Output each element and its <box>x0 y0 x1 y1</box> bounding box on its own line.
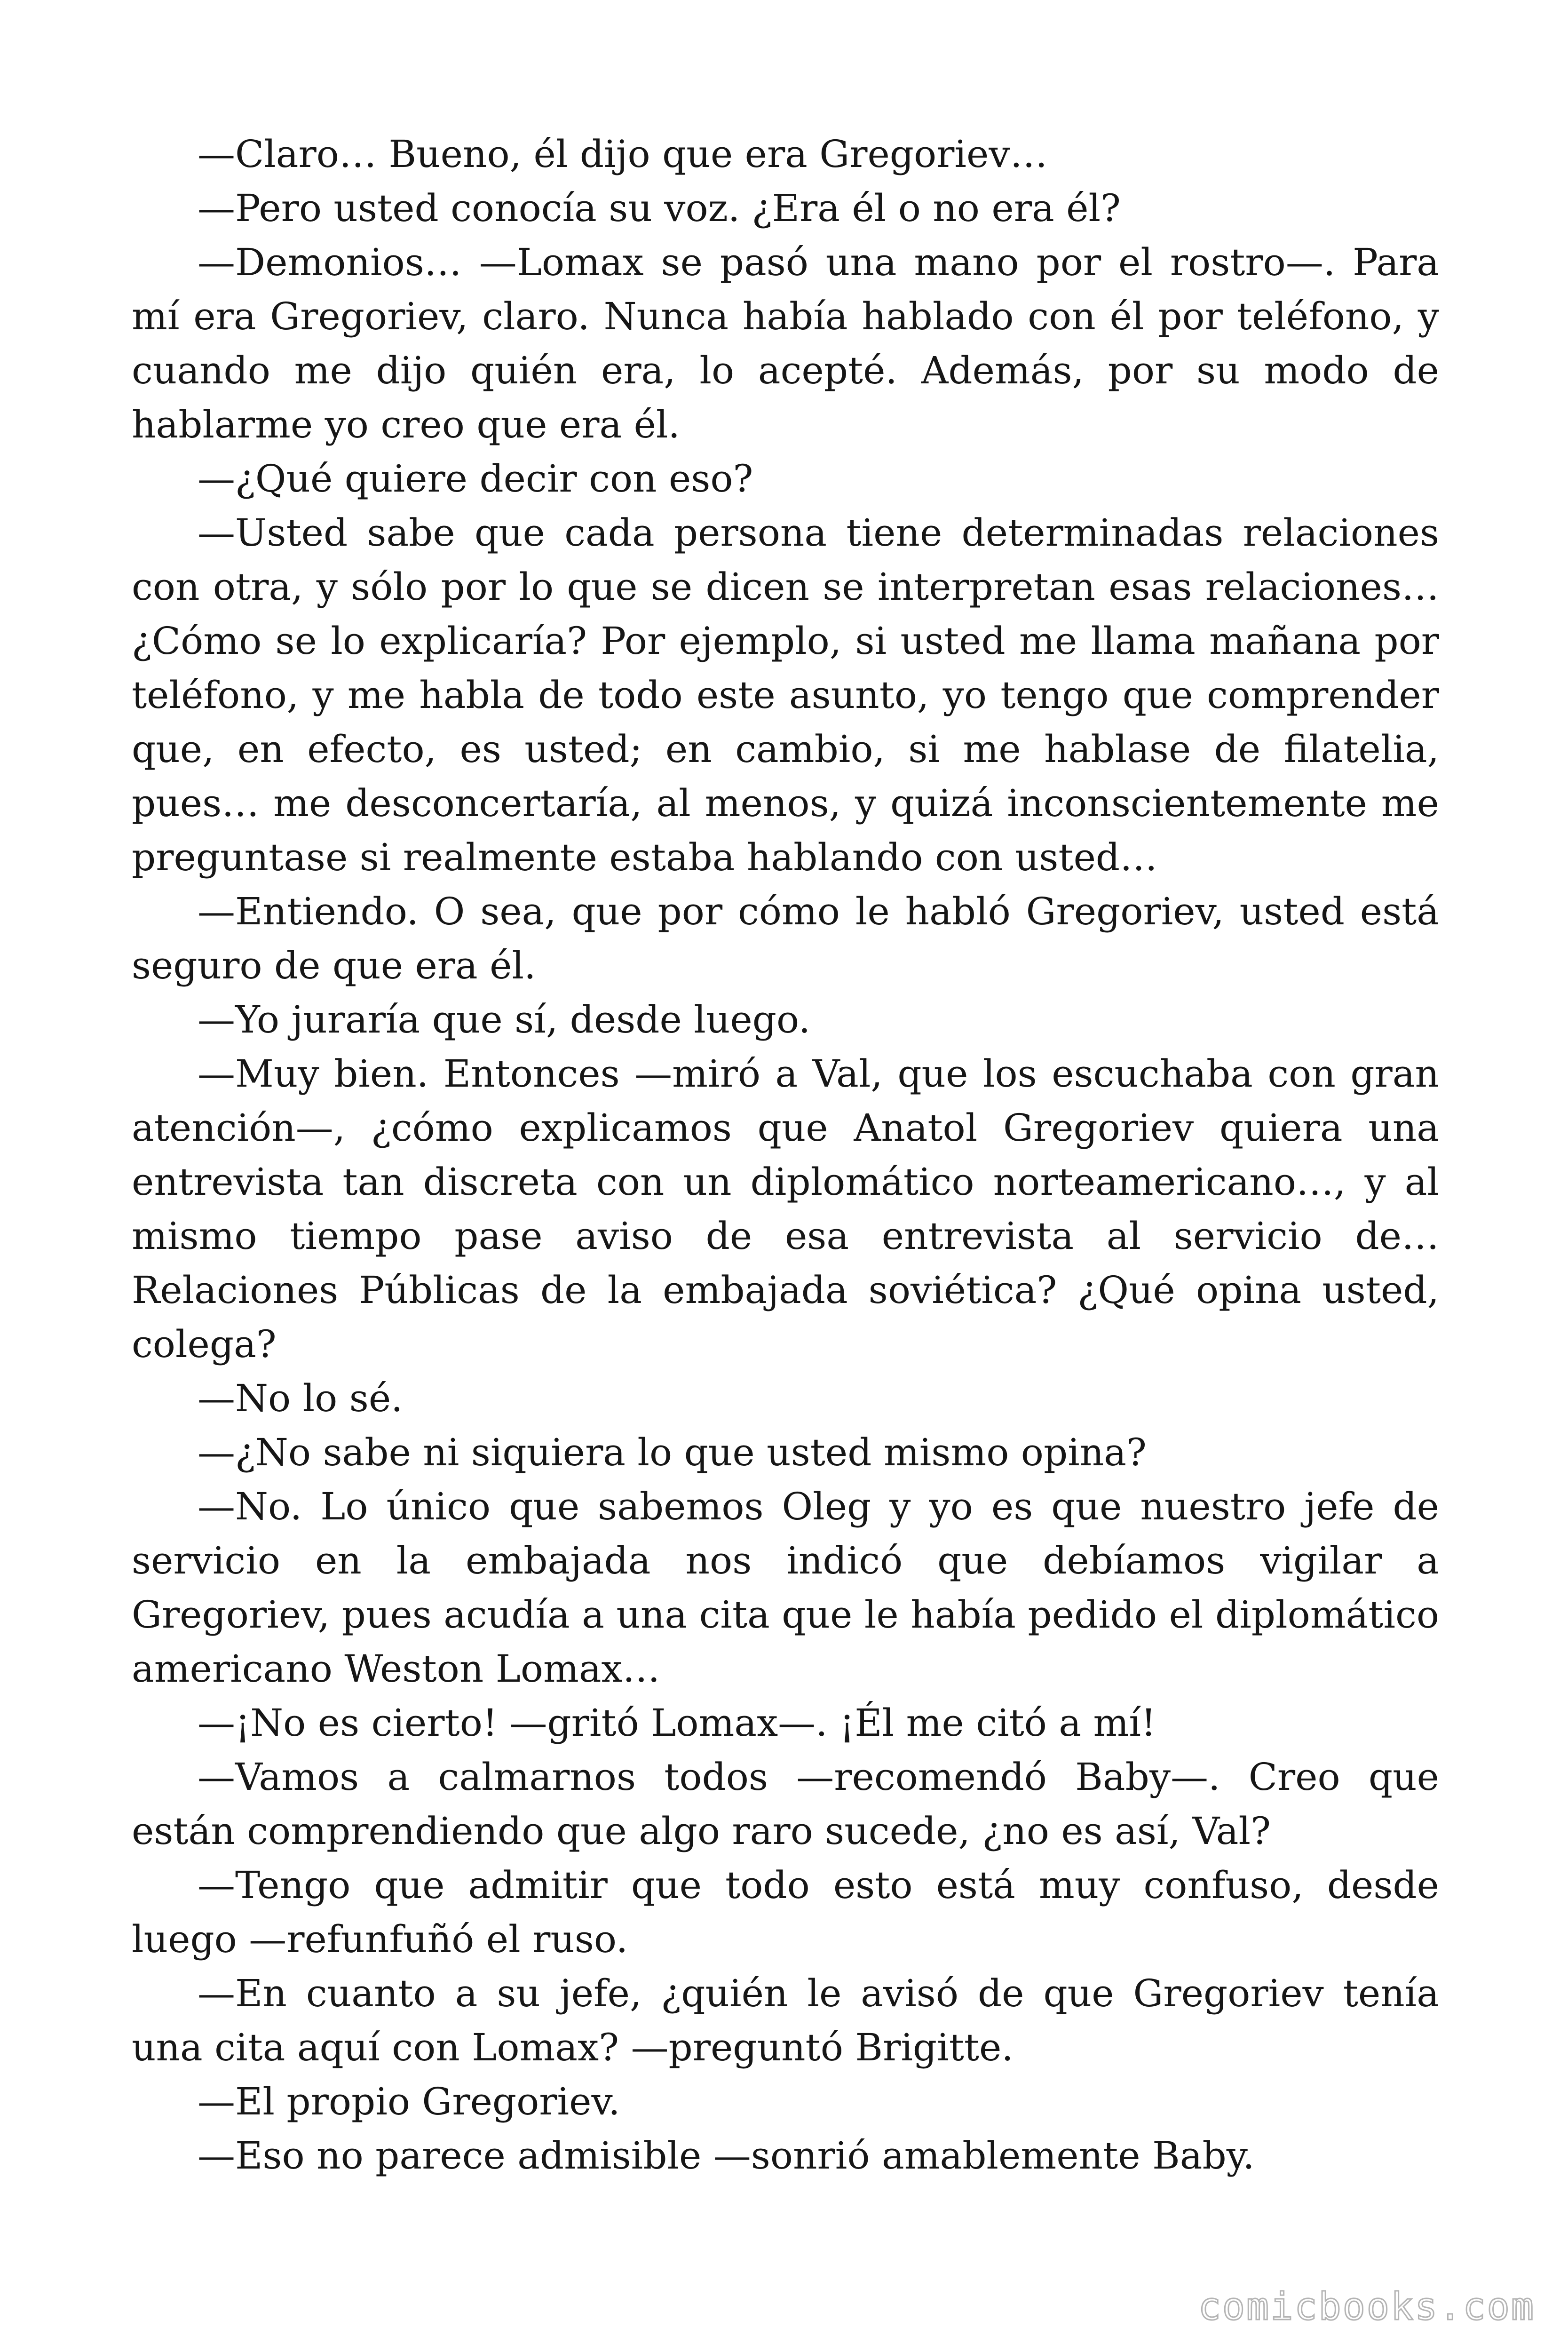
paragraph: —Muy bien. Entonces —miró a Val, que los escuchaba con gran atención—, ¿cómo explicamos que Anatol Gregoriev quiera una entrevista tan discreta con un diplomático norteamericano…, y al mismo tiempo pase aviso de esa entrevista al servicio de… Relaciones Públicas de la embajada soviética? ¿Qué opina usted, colega? <box>132 1052 1439 1366</box>
paragraph: —¿Qué quiere decir con eso? <box>198 457 753 501</box>
watermark: comicbooks.com <box>1198 2285 1535 2328</box>
paragraph: —Yo juraría que sí, desde luego. <box>198 998 811 1041</box>
paragraph: —El propio Gregoriev. <box>198 2080 620 2123</box>
paragraph: —Pero usted conocía su voz. ¿Era él o no era él? <box>198 186 1121 230</box>
paragraph: —Tengo que admitir que todo esto está muy confuso, desde luego —refunfuñó el ruso. <box>132 1863 1439 1961</box>
paragraph: —No lo sé. <box>198 1376 403 1420</box>
paragraph: —Eso no parece admisible —sonrió amablemente Baby. <box>198 2134 1255 2177</box>
paragraph: —Demonios… —Lomax se pasó una mano por el rostro—. Para mí era Gregoriev, claro. Nunca había hablado con él por teléfono, y cuando me dijo quién era, lo acepté. Además, por su modo de hablarme yo creo que era él. <box>132 240 1439 446</box>
page-body <box>132 127 1439 2183</box>
paragraph: —Usted sabe que cada persona tiene determinadas relaciones con otra, y sólo por lo que se dicen se interpretan esas relaciones… ¿Cómo se lo explicaría? Por ejemplo, si usted me llama mañana por teléfono, y me habla de todo este asunto, yo tengo que comprender que, en efecto, es usted; en cambio, si me hablase de filatelia, pues… me desconcertaría, al menos, y quizá inconscientemente me preguntase si realmente estaba hablando con usted… <box>132 511 1439 879</box>
paragraph: —¡No es cierto! —gritó Lomax—. ¡Él me citó a mí! <box>198 1701 1156 1745</box>
paragraph: —No. Lo único que sabemos Oleg y yo es que nuestro jefe de servicio en la embajada nos indicó que debíamos vigilar a Gregoriev, pues acudía a una cita que le había pedido el diplomático americano Weston Lomax… <box>132 1485 1439 1691</box>
paragraph: —¿No sabe ni siquiera lo que usted mismo opina? <box>198 1430 1147 1474</box>
paragraph: —En cuanto a su jefe, ¿quién le avisó de que Gregoriev tenía una cita aquí con Lomax? —preguntó Brigitte. <box>132 1971 1439 2069</box>
paragraph: —Vamos a calmarnos todos —recomendó Baby—. Creo que están comprendiendo que algo raro sucede, ¿no es así, Val? <box>132 1755 1439 1853</box>
paragraph: —Claro… Bueno, él dijo que era Gregoriev… <box>198 132 1048 176</box>
paragraph: —Entiendo. O sea, que por cómo le habló Gregoriev, usted está seguro de que era él. <box>132 890 1439 987</box>
